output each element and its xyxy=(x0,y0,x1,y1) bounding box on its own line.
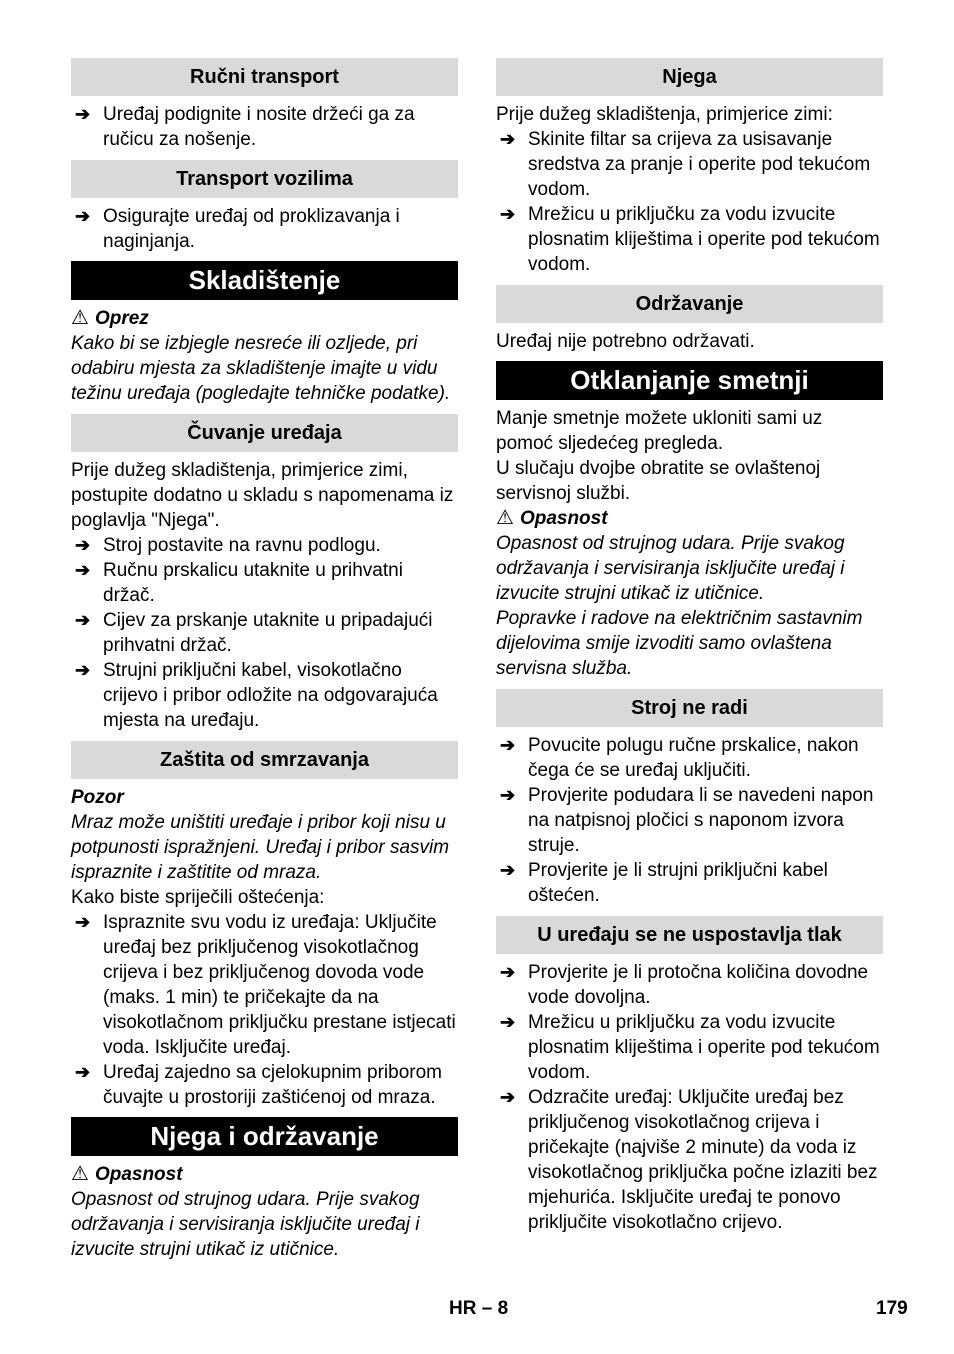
paragraph: Manje smetnje možete ukloniti sami uz pomoć sljedećeg pregleda. xyxy=(496,408,823,454)
heading-zastita-od-smrzavanja: Zaštita od smrzavanja xyxy=(71,741,458,779)
arrow-right-icon: ➔ xyxy=(500,1087,516,1107)
heading-tlak: U uređaju se ne uspostavlja tlak xyxy=(496,916,883,954)
list-item: ➔ Cijev za prskanje utaknite u pripadajući prihvatni držač. xyxy=(75,610,433,656)
paragraph: Uređaj nije potrebno održavati. xyxy=(496,331,755,352)
arrow-right-icon: ➔ xyxy=(75,660,91,680)
list-item: ➔ Uređaj zajedno sa cjelokupnim priborom čuvajte u prostoriji zaštićenoj od mraza. xyxy=(75,1062,443,1108)
heading-njega-i-odrzavanje: Njega i održavanje xyxy=(71,1117,458,1156)
list-item: ➔ Povucite polugu ručne prskalice, nakon čega će se uređaj uključiti. xyxy=(500,735,859,781)
heading-njega: Njega xyxy=(496,58,883,96)
arrow-right-icon: ➔ xyxy=(75,104,91,124)
arrow-right-icon: ➔ xyxy=(500,1012,516,1032)
heading-otklanjanje-smetnji: Otklanjanje smetnji xyxy=(496,361,883,400)
arrow-right-icon: ➔ xyxy=(75,560,91,580)
heading-skladistenje: Skladištenje xyxy=(71,261,458,300)
list-item: ➔ Mrežicu u priključku za vodu izvucite plosnatim kliještima i operite pod tekućom vodom. xyxy=(500,204,880,275)
arrow-right-icon: ➔ xyxy=(500,204,516,224)
caution-text: Kako bi se izbjegle nesreće ili ozljede, pri odabiru mjesta za skladištenje imajte u vidu težinu uređaja (pogledajte tehničke podatke). xyxy=(71,333,451,404)
footer-section-label: HR – 8 xyxy=(449,1298,509,1319)
left-column xyxy=(71,58,458,1262)
attention-label: Pozor xyxy=(71,787,124,808)
paragraph: Prije dužeg skladištenja, primjerice zimi: xyxy=(496,104,833,125)
list-item: ➔ Mrežicu u priključku za vodu izvucite plosnatim kliještima i operite pod tekućom vodom. xyxy=(500,1012,880,1083)
paragraph: Kako biste spriječili oštećenja: xyxy=(71,887,325,908)
list-item: ➔ Stroj postavite na ravnu podlogu. xyxy=(75,535,381,556)
right-column xyxy=(496,58,883,1235)
danger-label: ⚠ Opasnost xyxy=(496,507,608,529)
caution-label: ⚠ Oprez xyxy=(71,307,149,329)
arrow-right-icon: ➔ xyxy=(75,1062,91,1082)
list-item: ➔ Provjerite je li strujni priključni kabel oštećen. xyxy=(500,860,828,906)
danger-text: Opasnost od strujnog udara. Prije svakog održavanja i servisiranja isključite uređaj i izvucite strujni utikač iz utičnice. xyxy=(496,533,845,604)
arrow-right-icon: ➔ xyxy=(500,962,516,982)
list-item: ➔ Provjerite je li protočna količina dovodne vode dovoljna. xyxy=(500,962,869,1008)
arrow-right-icon: ➔ xyxy=(500,785,516,805)
danger-text: Popravke i radove na električnim sastavnim dijelovima smije izvoditi samo ovlaštena servisna služba. xyxy=(496,608,863,679)
arrow-right-icon: ➔ xyxy=(75,535,91,555)
list-item: ➔ Provjerite podudara li se navedeni napon na natpisnoj pločici s naponom izvora struje. xyxy=(500,785,874,856)
heading-cuvanje-uredaja: Čuvanje uređaja xyxy=(71,414,458,452)
heading-odrzavanje: Održavanje xyxy=(496,285,883,323)
arrow-right-icon: ➔ xyxy=(75,912,91,932)
warning-triangle-icon: ⚠ xyxy=(496,507,514,529)
heading-transport-vozilima: Transport vozilima xyxy=(71,160,458,198)
attention-text: Mraz može uništiti uređaje i pribor koji nisu u potpunosti ispražnjeni. Uređaj i pribor sasvim ispraznite i zaštitite od mraza. xyxy=(71,812,450,883)
paragraph: U slučaju dvojbe obratite se ovlaštenoj servisnoj službi. xyxy=(496,458,821,504)
arrow-right-icon: ➔ xyxy=(500,129,516,149)
warning-triangle-icon: ⚠ xyxy=(71,1163,89,1185)
page-number: 179 xyxy=(876,1298,908,1319)
list-item: ➔ Osigurajte uređaj od proklizavanja i naginjanja. xyxy=(75,206,400,252)
arrow-right-icon: ➔ xyxy=(500,735,516,755)
list-item: ➔ Ispraznite svu vodu iz uređaja: Uključite uređaj bez priključenog visokotlačnog crijeva i bez priključenog dovoda vode (maks. 1 min) te pričekajte da na visokotlačnom priključku prestane istjecati voda. Isključite uređaj. xyxy=(75,912,456,1058)
arrow-right-icon: ➔ xyxy=(500,860,516,880)
list-item: ➔ Odzračite uređaj: Uključite uređaj bez priključenog visokotlačnog crijeva i pričekajte (najviše 2 minute) da voda iz visokotlačnog priključka počne izlaziti bez mjehurića. Isključite uređaj te ponovo priključite visokotlačno crijevo. xyxy=(500,1087,878,1233)
danger-label: ⚠ Opasnost xyxy=(71,1163,183,1185)
arrow-right-icon: ➔ xyxy=(75,206,91,226)
list-item: ➔ Strujni priključni kabel, visokotlačno crijevo i pribor odložite na odgovarajuća mjesta na uređaju. xyxy=(75,660,438,731)
heading-stroj-ne-radi: Stroj ne radi xyxy=(496,689,883,727)
paragraph: Prije dužeg skladištenja, primjerice zimi, postupite dodatno u skladu s napomenama iz poglavlja "Njega". xyxy=(71,460,454,531)
list-item: ➔ Uređaj podignite i nosite držeći ga za ručicu za nošenje. xyxy=(75,104,415,150)
heading-rucni-transport: Ručni transport xyxy=(71,58,458,96)
danger-text: Opasnost od strujnog udara. Prije svakog održavanja i servisiranja isključite uređaj i izvucite strujni utikač iz utičnice. xyxy=(71,1189,420,1260)
list-item: ➔ Ručnu prskalicu utaknite u prihvatni držač. xyxy=(75,560,403,606)
warning-triangle-icon: ⚠ xyxy=(71,307,89,329)
list-item: ➔ Skinite filtar sa crijeva za usisavanje sredstva za pranje i operite pod tekućom vodom. xyxy=(500,129,871,200)
arrow-right-icon: ➔ xyxy=(75,610,91,630)
